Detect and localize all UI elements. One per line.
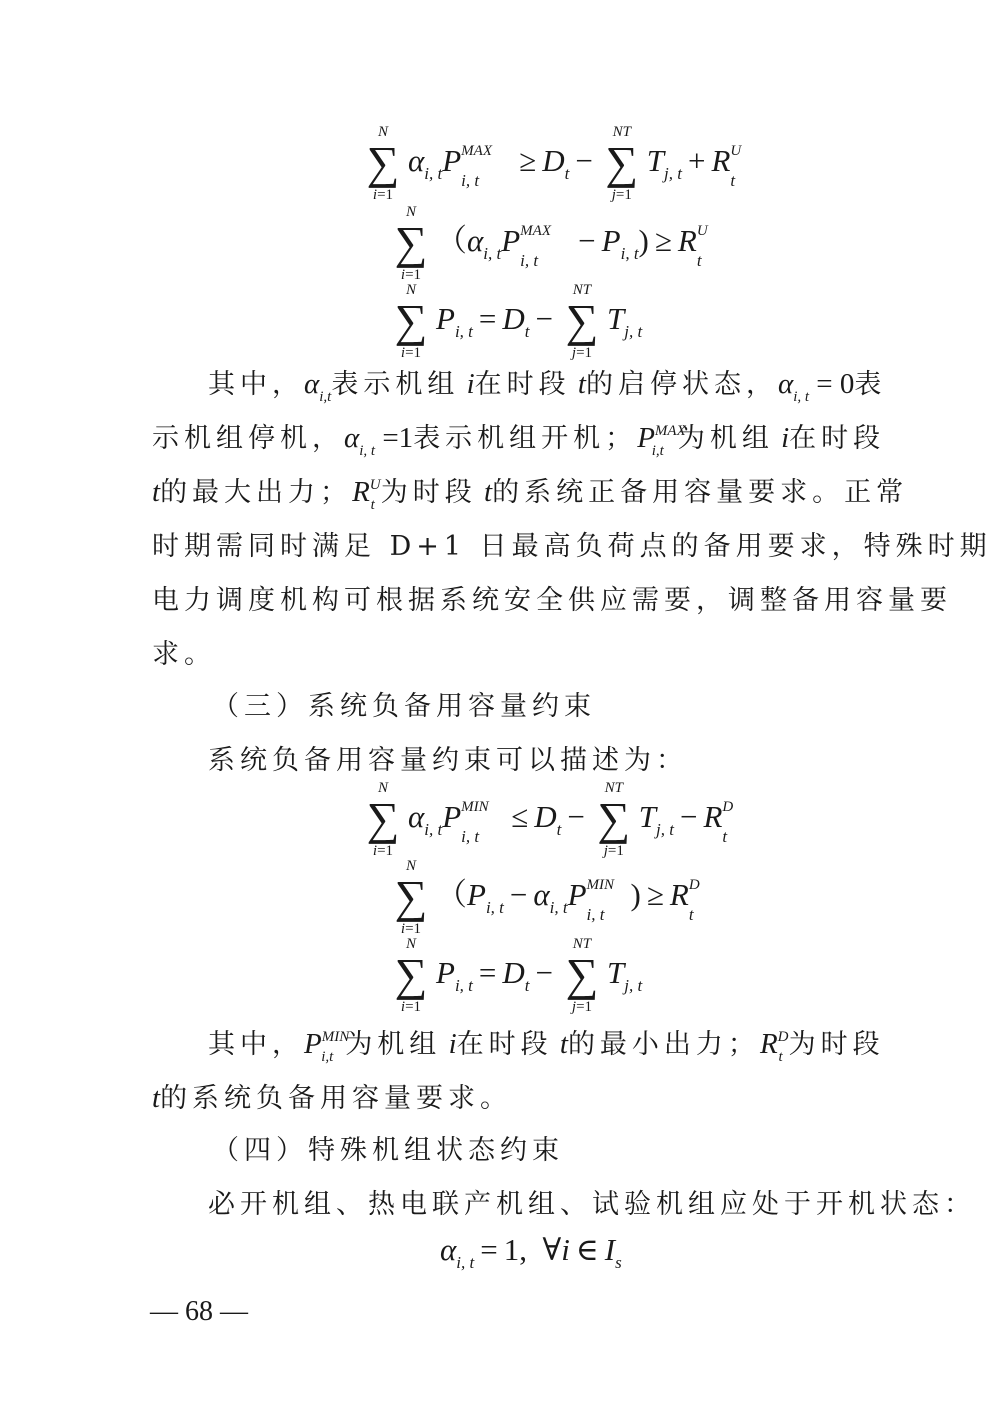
paragraph-line: 电力调度机构可根据系统安全供应需要，调整备用容量要 <box>152 585 952 616</box>
paragraph-line: 求。 <box>152 639 216 670</box>
equation-must-run: $\alpha_{i, t} = 1$, ∀i ∈ $I_s$ <box>440 1232 622 1272</box>
paragraph-line: 其中，$P^{MIN}_{i,t}$ 为机组 i在时段 t的最小出力；$R^D_t$ 为时段 <box>208 1028 885 1065</box>
equation-balance-2: N ∑ i=1 $P_{i, t} = D_t$ − NT ∑ j=1 $T_{j, t}$ <box>394 936 643 1015</box>
paragraph-line: t的最大出力；$R^U_t$ 为时段 t的系统正备用容量要求。正常 <box>152 476 909 513</box>
section-heading: （三）系统负备用容量约束 <box>212 691 596 722</box>
paragraph-line: 必开机组、热电联产机组、试验机组应处于开机状态： <box>208 1189 976 1220</box>
paragraph-line: 系统负备用容量约束可以描述为： <box>208 745 688 776</box>
paragraph-line: 其中，$\alpha_{i,t}$表示机组 i在时段 t的启停状态，$\alpha_{i, t} = 0$表 <box>208 368 887 405</box>
paragraph-line: 时期需同时满足 D+1 日最高负荷点的备用要求，特殊时期 <box>152 531 992 562</box>
page-number: — 68 — <box>150 1296 248 1327</box>
equation-reserve-up-2: N ∑ i=1 （$\alpha_{i, t}P$ MAX i, t − $P_{i, t}) \ge R$ U t <box>394 204 708 283</box>
equation-balance-1: N ∑ i=1 $P_{i, t} = D_t$ − NT ∑ j=1 $T_{j, t}$ <box>394 282 643 361</box>
equation-reserve-up-1: N ∑ i=1 $\alpha_{i, t}P$ MAX i, t ≥ $D_t$ − NT ∑ j=1 $T_{j, t} + R$ U t <box>366 124 742 203</box>
equation-reserve-down-2: N ∑ i=1 （$P_{i, t} - \alpha_{i, t}P$ MIN i, t ) ≥ R D t <box>394 858 700 937</box>
paragraph-line: 示机组停机，$\alpha_{i, t} =1$表示机组开机；$P^{MAX}_{i,t}$ 为机组 i在时段 <box>152 422 886 459</box>
equation-reserve-down-1: N ∑ i=1 $\alpha_{i, t}P$ MIN i, t ≤ $D_t$ − NT ∑ j=1 $T_{j, t} - R$ D t <box>366 780 734 859</box>
paragraph-line: t的系统负备用容量要求。 <box>152 1082 513 1114</box>
section-heading: （四）特殊机组状态约束 <box>212 1135 564 1166</box>
